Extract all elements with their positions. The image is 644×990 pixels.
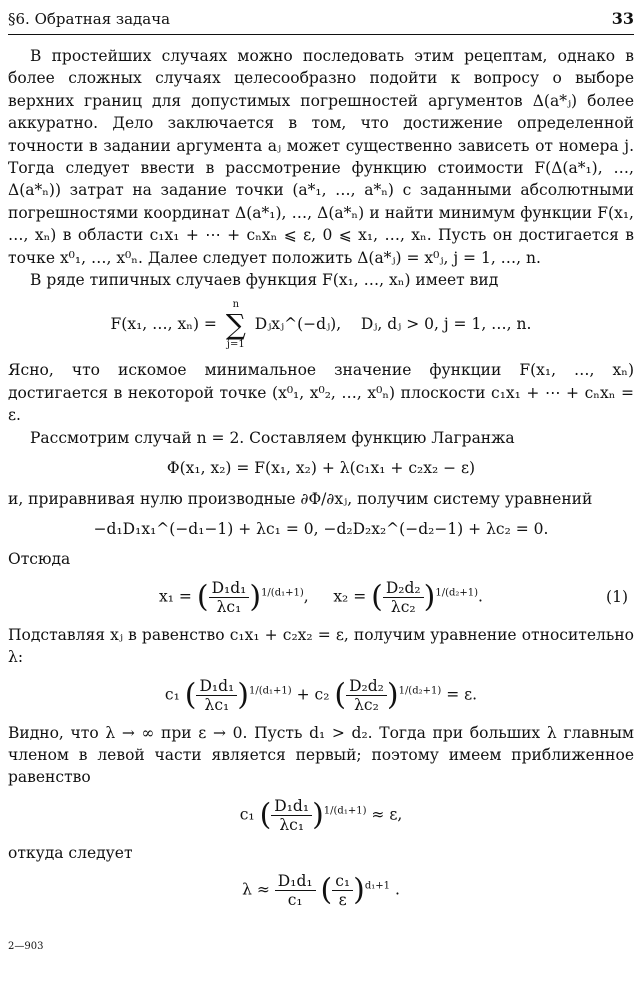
paragraph: Видно, что λ → ∞ при ε → 0. Пусть d₁ > d₂. Тогда при больших λ главным членом в левой части является первый; поэтому имеем приближенное равенство xyxy=(8,723,634,787)
numerator: D₂d₂ xyxy=(383,579,424,598)
paren-close: ) xyxy=(353,872,365,908)
numerator: D₂d₂ xyxy=(346,677,387,696)
eq-term: Dⱼxⱼ^(−dⱼ), xyxy=(254,315,342,334)
paragraph: откуда следует xyxy=(8,843,133,862)
fraction xyxy=(209,579,250,616)
paren-open: ( xyxy=(259,797,272,833)
equation-number: (1) xyxy=(606,588,628,607)
signature-mark: 2—903 xyxy=(8,940,44,952)
coefficient: c₁ xyxy=(239,805,255,824)
exponent: 1/(d₁+1) xyxy=(248,684,292,696)
sigma-symbol: ∑ xyxy=(225,308,246,342)
numerator: D₁d₁ xyxy=(209,579,250,598)
equation-1: x₁ = ( $\frac{\text{D₁d₁}}{\text{λc₁}}$ )$^{1/(d_1+1)}$, x₂ = ( $\frac{\text{D₂d₂}}{\text{λc₂}}$ )$^{1/(d_2+1)}$. (1) xyxy=(159,578,628,616)
sum-upper-limit: n xyxy=(232,299,240,311)
denominator: λc₁ xyxy=(204,695,230,714)
eq-lhs: F(x₁, …, xₙ) = xyxy=(110,315,217,334)
exponent: 1/(d₂+1) xyxy=(435,587,479,599)
fraction xyxy=(271,797,312,834)
equation-lambda-approx xyxy=(8,872,634,909)
fraction xyxy=(346,677,387,714)
fraction xyxy=(275,872,316,909)
equation-lambda xyxy=(8,677,634,714)
equation-approx xyxy=(8,797,634,834)
paragraph: Подставляя xⱼ в равенство c₁x₁ + c₂x₂ = ε, получим уравнение относительно λ: xyxy=(8,625,634,667)
paren-close: ) xyxy=(237,677,249,713)
exponent: 1/(d₂+1) xyxy=(398,684,442,696)
fraction xyxy=(383,579,424,616)
section-title: §6. Обратная задача xyxy=(8,10,171,28)
paragraph: Рассмотрим случай n = 2. Составляем функцию Лагранжа xyxy=(30,428,515,447)
paragraph: и, приравнивая нулю производные ∂Φ/∂xⱼ, получим систему уравнений xyxy=(8,489,593,508)
eq-lhs: λ ≈ xyxy=(242,880,270,899)
numerator: c₁ xyxy=(332,872,353,891)
paren-open: ( xyxy=(371,579,383,615)
page-body xyxy=(8,45,634,909)
eq-x1: x₁ = xyxy=(159,587,192,606)
denominator: λc₁ xyxy=(216,597,242,616)
paragraph: Отсюда xyxy=(8,550,71,569)
equation-lagrange: Φ(x₁, x₂) = F(x₁, x₂) + λ(c₁x₁ + c₂x₂ − ε) xyxy=(166,459,476,478)
numerator: D₁d₁ xyxy=(275,872,316,891)
coefficient: + c₂ xyxy=(296,685,330,704)
eq-x2: x₂ = xyxy=(333,587,367,606)
equation-system: −d₁D₁x₁^(−d₁−1) + λc₁ = 0, −d₂D₂x₂^(−d₂−1) + λc₂ = 0. xyxy=(93,519,549,538)
denominator: ε xyxy=(338,891,347,910)
denominator: λc₂ xyxy=(354,695,379,714)
paren-open: ( xyxy=(320,872,333,908)
fraction xyxy=(332,872,353,909)
paren-close: ) xyxy=(423,579,436,615)
running-header xyxy=(8,8,634,35)
paren-close: ) xyxy=(249,579,262,615)
paren-open: ( xyxy=(334,677,347,713)
denominator: λc₂ xyxy=(390,597,416,616)
eq-rhs: ≈ ε, xyxy=(371,805,403,824)
coefficient: c₁ xyxy=(164,685,180,704)
paren-close: ) xyxy=(386,677,399,713)
denominator: λc₁ xyxy=(279,815,305,834)
sum-lower-limit: j=1 xyxy=(226,339,245,351)
exponent: 1/(d₁+1) xyxy=(323,805,367,817)
exponent: d₁+1 xyxy=(364,880,391,892)
summation xyxy=(226,299,246,351)
eq-conditions: Dⱼ, dⱼ > 0, j = 1, …, n. xyxy=(360,315,532,334)
exponent: 1/(d₁+1) xyxy=(261,587,304,599)
paren-open: ( xyxy=(184,677,197,713)
eq-tail: . xyxy=(394,880,400,899)
eq-rhs: = ε. xyxy=(446,685,478,704)
page-number: 33 xyxy=(611,9,634,28)
denominator: c₁ xyxy=(287,891,303,910)
paragraph: Ясно, что искомое минимальное значение функции F(x₁, …, xₙ) достигается в некоторой точке (x⁰₁, x⁰₂, …, x⁰ₙ) плоскости c₁x₁ + ⋯ + cₙxₙ = ε. xyxy=(8,361,634,425)
numerator: D₁d₁ xyxy=(271,797,312,816)
numerator: D₁d₁ xyxy=(196,677,237,696)
fraction xyxy=(196,677,237,714)
paragraph: В простейших случаях можно последовать этим рецептам, однако в более сложных случаях целесообразно подойти к вопросу о выборе верхних границ для допустимых погрешностей аргументов Δ(a*ⱼ) более аккуратно. Дело заключается в том, что достижение определенной точности в задании аргумента aⱼ может существенно зависеть от номера j. Тогда следует ввести в рассмотрение функцию стоимости F(Δ(a*₁), …, Δ(a*ₙ)) затрат на задание точки (a*₁, …, a*ₙ) с заданными абсолютными погрешностями координат Δ(a*₁), …, Δ(a*ₙ) и найти минимум функции F(x₁, …, xₙ) в области c₁x₁ + ⋯ + cₙxₙ ⩽ ε, 0 ⩽ x₁, …, xₙ. Пусть он достигается в точке x⁰₁, …, x⁰ₙ. Далее следует положить Δ(a*ⱼ) = x⁰ⱼ, j = 1, …, n. xyxy=(8,47,634,267)
paragraph: В ряде типичных случаев функция F(x₁, …, xₙ) имеет вид xyxy=(30,271,499,290)
paren-open: ( xyxy=(196,579,209,615)
paren-close: ) xyxy=(312,797,324,833)
equation-cost-function xyxy=(8,299,634,351)
